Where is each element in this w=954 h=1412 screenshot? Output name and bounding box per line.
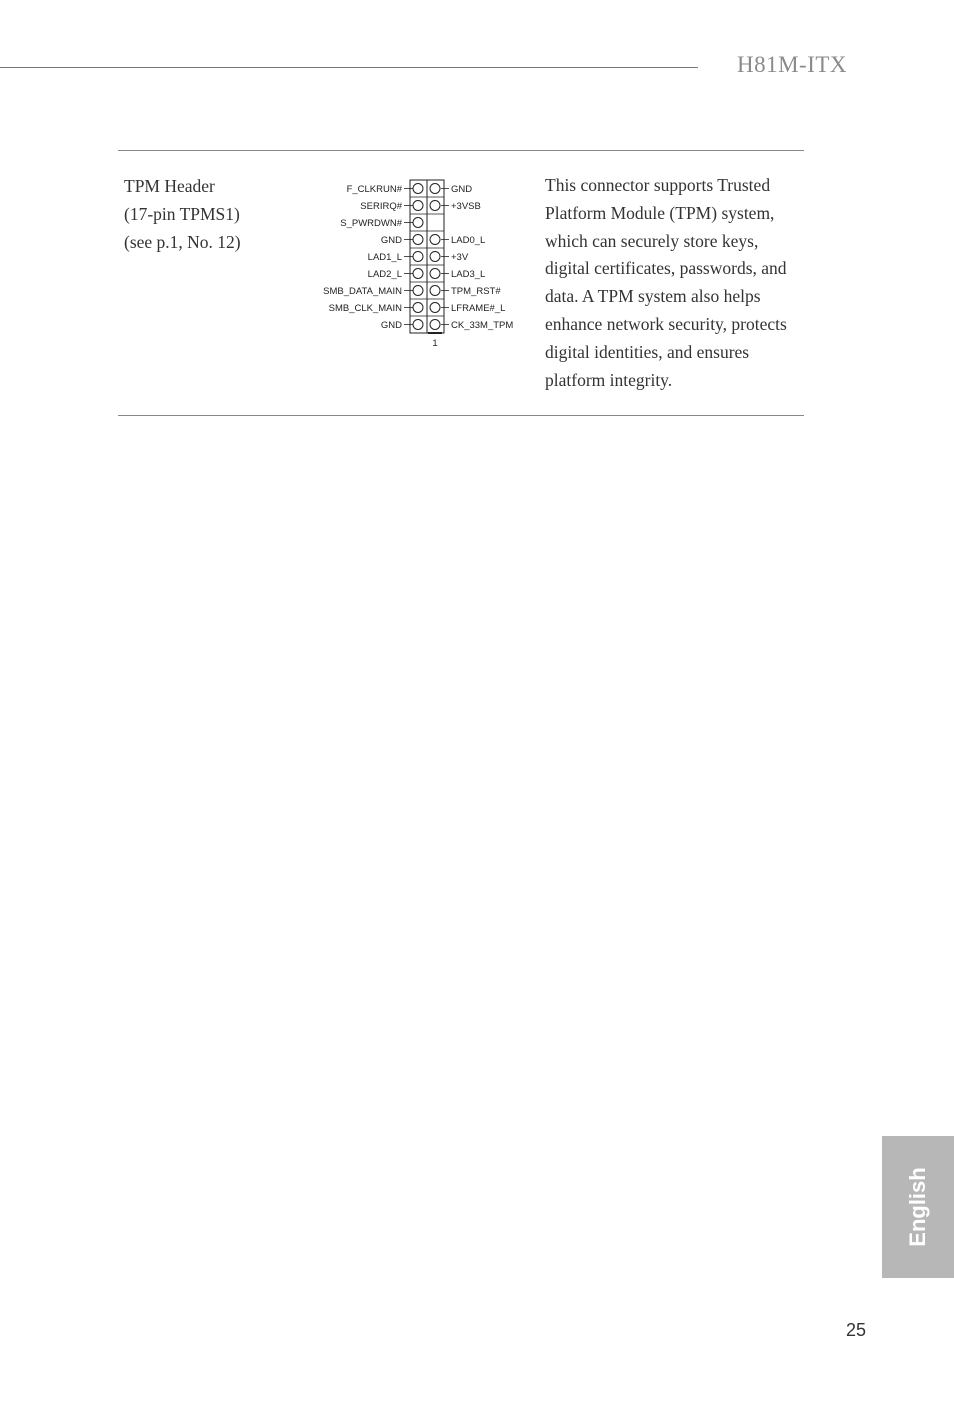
page-number: 25 xyxy=(846,1320,867,1340)
pin-left-label: SMB_DATA_MAIN xyxy=(323,285,402,297)
pin-right xyxy=(430,320,440,330)
pin-right xyxy=(430,269,440,279)
connector-description: This connector supports Trusted Platform Module (TPM) system, which can securely store keys, digital certificates, passwords, and data. A TPM system also helps enhance network security, protects digital identities, and ensures platform integrity. xyxy=(545,175,787,390)
pin-left xyxy=(413,201,423,211)
pin-right xyxy=(430,184,440,194)
connector-name xyxy=(124,172,241,256)
pin-left-label: S_PWRDWN# xyxy=(340,217,402,229)
pin-right-label: LAD0_L xyxy=(451,234,486,246)
pin-left-label: GND xyxy=(380,319,402,331)
connector-name-line: (17-pin TPMS1) xyxy=(124,204,240,224)
pin-right-label: GND xyxy=(451,183,473,195)
pin-right xyxy=(430,201,440,211)
model-title: H81M-ITX xyxy=(737,52,848,77)
pin-right-label: CK_33M_TPM xyxy=(451,319,514,331)
pin-right-label: LAD3_L xyxy=(451,268,486,280)
pin-one-label: 1 xyxy=(432,338,438,349)
pin-diagram-svg xyxy=(300,172,540,352)
pin-left xyxy=(413,184,423,194)
connector-name-line: TPM Header xyxy=(124,176,215,196)
header-rule xyxy=(0,67,698,68)
pin-right-label: TPM_RST# xyxy=(451,285,501,297)
pin-left xyxy=(413,235,423,245)
pin-left-label: SERIRQ# xyxy=(360,200,402,212)
pin-right-label: LFRAME#_L xyxy=(451,302,506,314)
pin-left xyxy=(413,286,423,296)
table-top-rule xyxy=(118,150,804,151)
pin-left-label: LAD2_L xyxy=(367,268,402,280)
pin-left xyxy=(413,320,423,330)
pin-right xyxy=(430,286,440,296)
pin-left xyxy=(413,303,423,313)
table-bottom-rule xyxy=(118,415,804,416)
pin-left-label: LAD1_L xyxy=(367,251,402,263)
pin-left xyxy=(413,218,423,228)
pin-right xyxy=(430,235,440,245)
language-tab xyxy=(882,1136,954,1278)
pin-right xyxy=(430,252,440,262)
language-tab-label: English xyxy=(905,1167,930,1247)
pin-left-label: F_CLKRUN# xyxy=(346,183,402,195)
pin-left-label: GND xyxy=(380,234,402,246)
tpm-pin-diagram xyxy=(300,172,540,352)
pin-left-label: SMB_CLK_MAIN xyxy=(328,302,402,314)
connector-name-line: (see p.1, No. 12) xyxy=(124,232,241,252)
pin-right-label: +3V xyxy=(451,251,469,263)
pin-left xyxy=(413,252,423,262)
pin-left xyxy=(413,269,423,279)
pin-right-label: +3VSB xyxy=(451,200,481,212)
pin-right xyxy=(430,303,440,313)
